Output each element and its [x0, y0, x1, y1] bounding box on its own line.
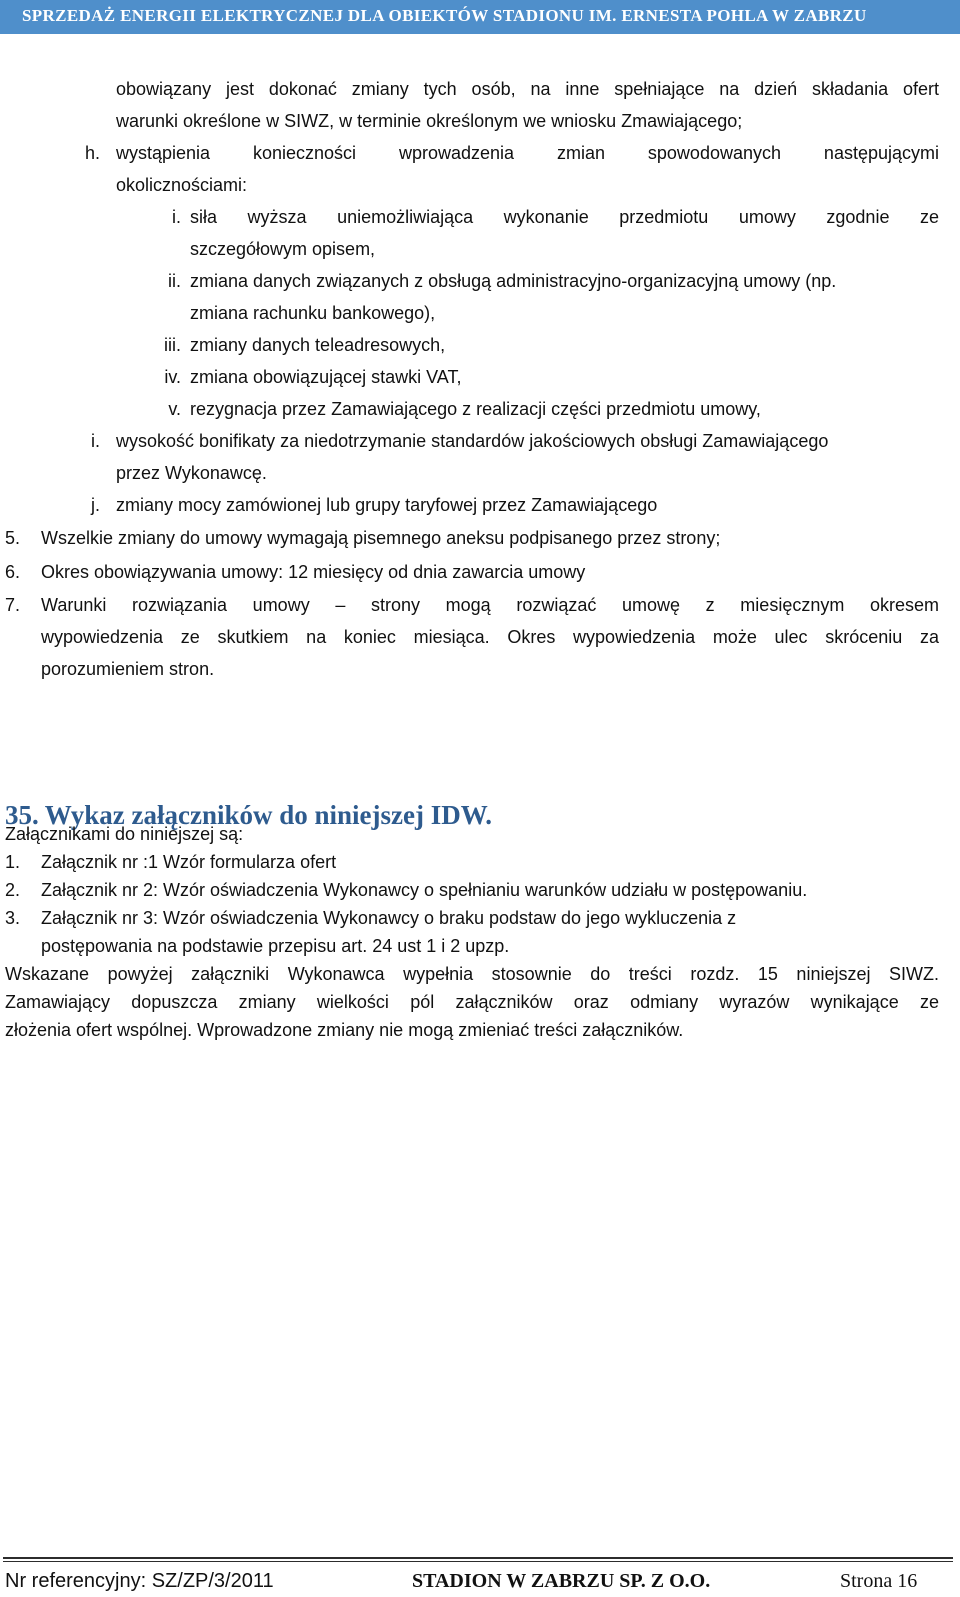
subitem-v-text: rezygnacja przez Zamawiającego z realizacji części przedmiotu umowy,: [190, 399, 761, 419]
item-h-line-1: wystąpienia konieczności wprowadzenia zmian spowodowanych następującymi: [116, 143, 939, 163]
footer-divider: [3, 1557, 953, 1559]
footer-company: STADION W ZABRZU SP. Z O.O.: [412, 1570, 711, 1592]
note-line-3: złożenia ofert wspólnej. Wprowadzone zmiany nie mogą zmieniać treści załączników.: [5, 1020, 684, 1040]
header-bar: [0, 0, 960, 34]
attachment-1-text: Załącznik nr :1 Wzór formularza ofert: [41, 852, 337, 872]
attachment-2-text: Załącznik nr 2: Wzór oświadczenia Wykonawcy o spełnianiu warunków udziału w postępowaniu.: [41, 880, 808, 900]
continuation-line-1: obowiązany jest dokonać zmiany tych osób, na inne spełniające na dzień składania ofert: [116, 79, 939, 99]
subitem-iv-text: zmiana obowiązującej stawki VAT,: [190, 367, 462, 387]
item-i-line-2: przez Wykonawcę.: [116, 463, 267, 483]
subitem-ii-line-1: zmiana danych związanych z obsługą administracyjno-organizacyjną umowy (np.: [190, 271, 837, 291]
attachment-3-line-2: postępowania na podstawie przepisu art. 24 ust 1 i 2 upzp.: [41, 936, 510, 956]
point-6-label: 6.: [5, 562, 21, 582]
item-i-line-1: wysokość bonifikaty za niedotrzymanie standardów jakościowych obsługi Zamawiającego: [116, 431, 829, 451]
section-number: 35.: [5, 800, 39, 830]
header-title: SPRZEDAŻ ENERGII ELEKTRYCZNEJ DLA OBIEKTÓW STADIONU IM. ERNESTA POHLA W ZABRZU: [22, 6, 867, 25]
subitem-iv-label: iv.: [164, 367, 181, 387]
point-7-line-1: Warunki rozwiązania umowy – strony mogą rozwiązać umowę z miesięcznym okresem: [41, 595, 939, 615]
subitem-i-line-2: szczegółowym opisem,: [190, 239, 376, 259]
attachment-3-label: 3.: [5, 908, 21, 928]
subitem-iii-text: zmiany danych teleadresowych,: [190, 335, 446, 355]
footer-page-number: Strona 16: [840, 1570, 918, 1592]
item-i-label: i.: [91, 431, 100, 451]
attachment-3-line-1: Załącznik nr 3: Wzór oświadczenia Wykonawcy o braku podstaw do jego wykluczenia z: [41, 908, 737, 928]
point-7-label: 7.: [5, 595, 21, 615]
subitem-ii-line-2: zmiana rachunku bankowego),: [190, 303, 436, 323]
attachments-intro: Załącznikami do niniejszej są:: [5, 824, 244, 844]
point-5-label: 5.: [5, 528, 21, 548]
subitem-i-label: i.: [172, 207, 181, 227]
point-5-text: Wszelkie zmiany do umowy wymagają pisemnego aneksu podpisanego przez strony;: [41, 528, 721, 548]
point-7-line-3: porozumieniem stron.: [41, 659, 215, 679]
continuation-line-2: warunki określone w SIWZ, w terminie określonym we wniosku Zmawiającego;: [116, 111, 743, 131]
section-title: Wykaz załączników do niniejszej IDW.: [44, 800, 493, 830]
footer-divider-thin: [3, 1561, 953, 1562]
item-h-line-2: okolicznościami:: [116, 175, 248, 195]
point-7-line-2: wypowiedzenia ze skutkiem na koniec miesiąca. Okres wypowiedzenia może ulec skróceniu za: [41, 627, 939, 647]
note-line-2: Zamawiający dopuszcza zmiany wielkości pól załączników oraz odmiany wyrazów wynikające ze: [5, 992, 939, 1012]
subitem-v-label: v.: [168, 399, 181, 419]
item-j-text: zmiany mocy zamówionej lub grupy taryfowej przez Zamawiającego: [116, 495, 658, 515]
subitem-i-line-1: siła wyższa uniemożliwiająca wykonanie przedmiotu umowy zgodnie ze: [190, 207, 939, 227]
note-line-1: Wskazane powyżej załączniki Wykonawca wypełnia stosownie do treści rozdz. 15 niniejszej SIWZ.: [5, 964, 939, 984]
subitem-ii-label: ii.: [168, 271, 181, 291]
attachment-2-label: 2.: [5, 880, 21, 900]
point-6-text: Okres obowiązywania umowy: 12 miesięcy od dnia zawarcia umowy: [41, 562, 586, 582]
attachment-1-label: 1.: [5, 852, 21, 872]
footer-reference: Nr referencyjny: SZ/ZP/3/2011: [5, 1570, 274, 1592]
subitem-iii-label: iii.: [164, 335, 181, 355]
item-h-label: h.: [84, 143, 100, 163]
item-j-label: j.: [91, 495, 100, 515]
